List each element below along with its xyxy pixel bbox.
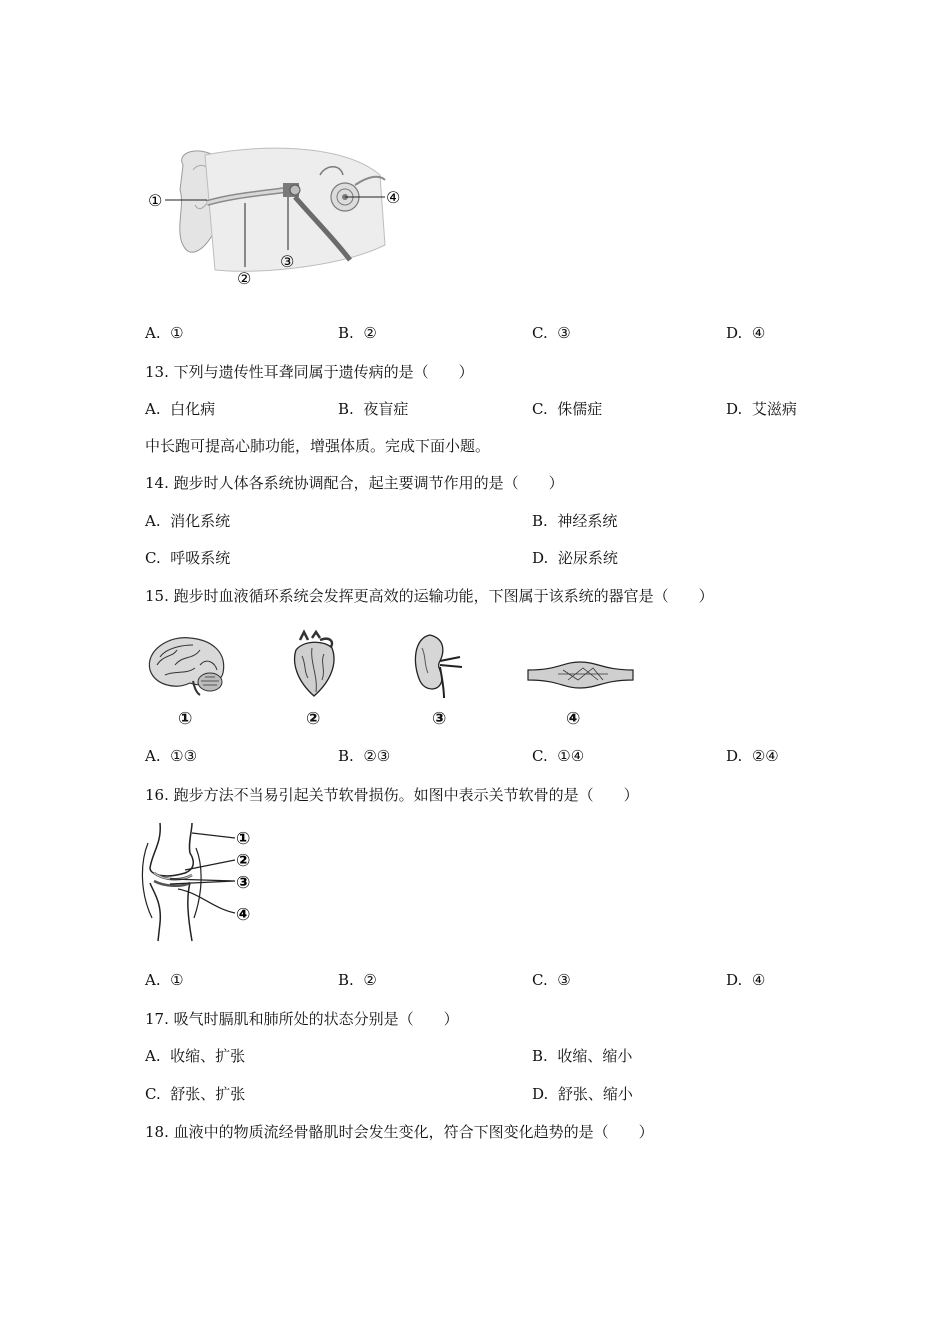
q17-option-b[interactable]: B. 收缩、缩小	[532, 1047, 633, 1065]
q13-option-c[interactable]: C. 侏儒症	[532, 400, 603, 418]
ear-label-2: ②	[237, 269, 252, 288]
q15-figure-label-4: ④	[566, 709, 581, 729]
q17-option-d[interactable]: D. 舒张、缩小	[532, 1085, 633, 1103]
q12-option-a[interactable]: A. ①	[145, 324, 184, 342]
q15-option-c[interactable]: C. ①④	[532, 747, 585, 765]
q15-option-a[interactable]: A. ①③	[145, 747, 198, 765]
q16-option-c[interactable]: C. ③	[532, 971, 571, 989]
q15-option-b[interactable]: B. ②③	[338, 747, 391, 765]
q12-option-c[interactable]: C. ③	[532, 324, 571, 342]
q17-stem: 17. 吸气时膈肌和肺所处的状态分别是（ ）	[145, 1010, 459, 1028]
q14-option-d[interactable]: D. 泌尿系统	[532, 549, 618, 567]
ear-label-3: ③	[280, 252, 295, 271]
q12-option-b[interactable]: B. ②	[338, 324, 377, 342]
knee-label-4: ④	[236, 905, 251, 925]
heart-figure	[290, 632, 340, 698]
knee-joint-figure	[140, 823, 265, 941]
q14-option-c[interactable]: C. 呼吸系统	[145, 549, 231, 567]
q15-option-d[interactable]: D. ②④	[726, 747, 779, 765]
ear-label-4: ④	[386, 188, 401, 207]
q13-option-a[interactable]: A. 白化病	[145, 400, 216, 418]
q14-option-a[interactable]: A. 消化系统	[145, 512, 231, 530]
q13-stem: 13. 下列与遗传性耳聋同属于遗传病的是（ ）	[145, 363, 474, 381]
blood-vessel-figure	[528, 660, 633, 690]
kidney-figure	[412, 633, 472, 698]
passage-text: 中长跑可提高心肺功能，增强体质。完成下面小题。	[145, 437, 491, 455]
knee-label-3: ③	[236, 873, 251, 893]
q14-stem: 14. 跑步时人体各系统协调配合，起主要调节作用的是（ ）	[145, 474, 564, 492]
q16-option-b[interactable]: B. ②	[338, 971, 377, 989]
q15-stem: 15. 跑步时血液循环系统会发挥更高效的运输功能，下图属于该系统的器官是（ ）	[145, 587, 714, 605]
q12-option-d[interactable]: D. ④	[726, 324, 766, 342]
q16-stem: 16. 跑步方法不当易引起关节软骨损伤。如图中表示关节软骨的是（ ）	[145, 786, 639, 804]
q15-figure-label-1: ①	[178, 709, 193, 729]
ear-anatomy-figure	[145, 145, 415, 290]
brain-figure	[145, 635, 235, 695]
knee-label-1: ①	[236, 829, 251, 849]
q16-option-a[interactable]: A. ①	[145, 971, 184, 989]
q18-stem: 18. 血液中的物质流经骨骼肌时会发生变化，符合下图变化趋势的是（ ）	[145, 1123, 654, 1141]
q13-option-b[interactable]: B. 夜盲症	[338, 400, 409, 418]
q17-option-c[interactable]: C. 舒张、扩张	[145, 1085, 246, 1103]
q13-option-d[interactable]: D. 艾滋病	[726, 400, 797, 418]
q14-option-b[interactable]: B. 神经系统	[532, 512, 618, 530]
q15-figure-label-3: ③	[432, 709, 447, 729]
ear-label-1: ①	[148, 191, 163, 210]
q17-option-a[interactable]: A. 收缩、扩张	[145, 1047, 246, 1065]
q16-option-d[interactable]: D. ④	[726, 971, 766, 989]
q15-figure-label-2: ②	[306, 709, 321, 729]
knee-label-2: ②	[236, 851, 251, 871]
